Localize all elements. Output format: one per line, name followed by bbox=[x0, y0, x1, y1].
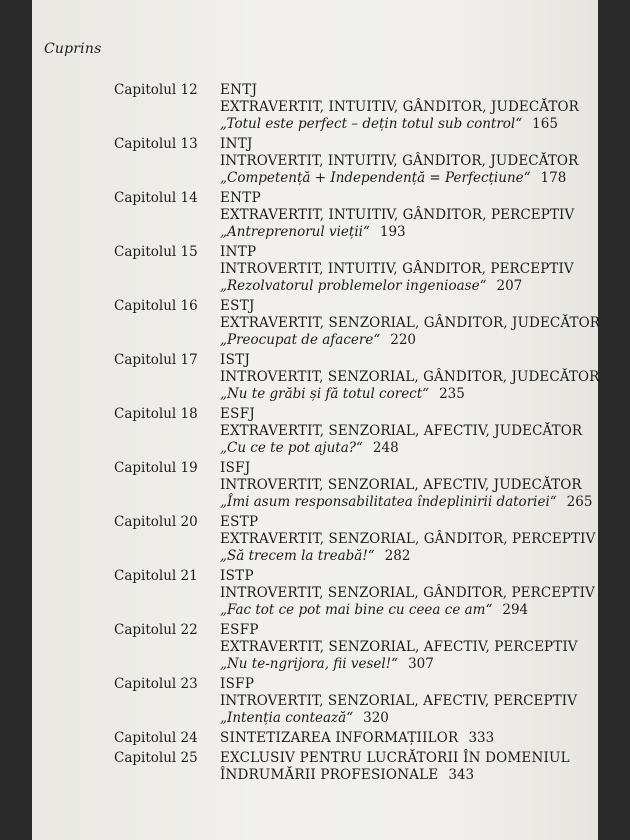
toc-entry-22 bbox=[114, 622, 584, 673]
type-code: ISTJ bbox=[220, 352, 251, 368]
type-traits: INTROVERTIT, SENZORIAL, GÂNDITOR, JUDECĂTOR bbox=[220, 369, 600, 385]
chapter-body bbox=[220, 244, 584, 295]
chapter-motto: „Preocupat de afacere“ bbox=[220, 332, 381, 348]
toc-entry-12 bbox=[114, 82, 584, 133]
chapter-title: SINTETIZAREA INFORMAȚIILOR bbox=[220, 730, 459, 746]
motto-line bbox=[220, 602, 595, 619]
chapter-body bbox=[220, 352, 599, 403]
page-number: 220 bbox=[390, 332, 417, 348]
chapter-label: Capitolul 24 bbox=[114, 730, 198, 746]
type-traits: EXTRAVERTIT, INTUITIV, GÂNDITOR, PERCEPTIV bbox=[220, 207, 575, 223]
toc-entry-15 bbox=[114, 244, 584, 295]
chapter-title-continued: ÎNDRUMĂRII PROFESIONALE bbox=[220, 767, 439, 783]
chapter-label: Capitolul 18 bbox=[114, 406, 198, 422]
type-code: ISFJ bbox=[220, 460, 251, 476]
page-number: 248 bbox=[372, 440, 399, 456]
chapter-motto: „Competență + Independență = Perfecțiune“ bbox=[220, 170, 531, 186]
page-number: 165 bbox=[532, 116, 558, 132]
chapter-body bbox=[220, 190, 584, 241]
type-code: ESFP bbox=[220, 622, 259, 638]
chapter-label: Capitolul 13 bbox=[114, 136, 198, 152]
motto-line bbox=[220, 278, 584, 295]
toc-entry-19 bbox=[114, 460, 593, 511]
book-page bbox=[32, 0, 601, 840]
chapter-label: Capitolul 23 bbox=[114, 676, 198, 692]
chapter-label: Capitolul 20 bbox=[114, 514, 198, 530]
motto-line bbox=[220, 710, 584, 727]
type-code: ISFP bbox=[220, 676, 255, 692]
page-number: 235 bbox=[439, 386, 465, 402]
type-code: INTJ bbox=[220, 136, 253, 152]
toc-entry-23 bbox=[114, 676, 584, 727]
chapter-label: Capitolul 22 bbox=[114, 622, 198, 638]
type-code: ESTJ bbox=[220, 298, 255, 314]
toc-entry-13 bbox=[114, 136, 584, 187]
motto-line bbox=[220, 494, 592, 511]
page-number: 307 bbox=[408, 656, 434, 672]
type-traits: EXTRAVERTIT, SENZORIAL, AFECTIV, PERCEPTIV bbox=[220, 639, 578, 655]
type-traits: EXTRAVERTIT, SENZORIAL, GÂNDITOR, PERCEPTIV bbox=[220, 531, 596, 547]
chapter-body bbox=[220, 82, 584, 133]
type-code: ENTP bbox=[220, 190, 261, 206]
running-title: Cuprins bbox=[44, 41, 102, 57]
title-line-2 bbox=[220, 767, 584, 784]
chapter-motto: „Cu ce te pot ajuta?“ bbox=[220, 440, 363, 456]
toc-entry-14 bbox=[114, 190, 584, 241]
chapter-body bbox=[220, 622, 584, 673]
chapter-label: Capitolul 17 bbox=[114, 352, 198, 368]
chapter-motto: „Să trecem la treabă!“ bbox=[220, 548, 375, 564]
chapter-label: Capitolul 25 bbox=[114, 750, 198, 766]
type-traits: EXTRAVERTIT, SENZORIAL, AFECTIV, JUDECĂTOR bbox=[220, 423, 583, 439]
chapter-label: Capitolul 15 bbox=[114, 244, 198, 260]
toc-entry-17 bbox=[114, 352, 600, 403]
toc-entry-24 bbox=[114, 730, 584, 747]
chapter-body bbox=[220, 750, 584, 784]
chapter-motto: „Intenția contează“ bbox=[220, 710, 354, 726]
chapter-label: Capitolul 14 bbox=[114, 190, 198, 206]
toc-entry-18 bbox=[114, 406, 584, 457]
motto-line bbox=[220, 332, 600, 349]
type-code: ESFJ bbox=[220, 406, 256, 422]
page-number: 207 bbox=[496, 278, 523, 294]
chapter-label: Capitolul 19 bbox=[114, 460, 198, 476]
chapter-body bbox=[220, 406, 584, 457]
type-traits: INTROVERTIT, SENZORIAL, GÂNDITOR, PERCEPTIV bbox=[220, 585, 595, 601]
chapter-body bbox=[220, 676, 584, 727]
chapter-body bbox=[220, 460, 592, 511]
chapter-body bbox=[220, 514, 595, 565]
motto-line bbox=[220, 656, 584, 673]
chapter-motto: „Nu te-ngrijora, fii vesel!“ bbox=[220, 656, 399, 672]
page-number: 282 bbox=[384, 548, 411, 564]
page-number: 178 bbox=[540, 170, 567, 186]
toc-entry-21 bbox=[114, 568, 595, 619]
type-code: ENTJ bbox=[220, 82, 258, 98]
chapter-body bbox=[220, 136, 584, 187]
toc-entry-25 bbox=[114, 750, 584, 784]
motto-line bbox=[220, 548, 595, 565]
motto-line bbox=[220, 224, 584, 241]
table-of-contents bbox=[114, 82, 601, 787]
chapter-label: Capitolul 12 bbox=[114, 82, 198, 98]
chapter-title: EXCLUSIV PENTRU LUCRĂTORII ÎN DOMENIUL bbox=[220, 750, 570, 766]
type-traits: INTROVERTIT, SENZORIAL, AFECTIV, JUDECĂTOR bbox=[220, 477, 582, 493]
page-number: 333 bbox=[468, 730, 495, 746]
motto-line bbox=[220, 440, 584, 457]
title-line bbox=[220, 730, 584, 747]
type-traits: INTROVERTIT, INTUITIV, GÂNDITOR, JUDECĂTOR bbox=[220, 153, 579, 169]
chapter-motto: „Nu te grăbi și fă totul corect“ bbox=[220, 386, 430, 402]
title-line bbox=[220, 750, 584, 767]
chapter-motto: „Îmi asum responsabilitatea îndeplinirii datoriei“ bbox=[220, 494, 557, 510]
chapter-motto: „Fac tot ce pot mai bine cu ceea ce am“ bbox=[220, 602, 493, 618]
page-number: 265 bbox=[566, 494, 593, 510]
motto-line bbox=[220, 386, 599, 403]
chapter-motto: „Rezolvatorul problemelor ingenioase“ bbox=[220, 278, 487, 294]
motto-line bbox=[220, 170, 584, 187]
page-number: 294 bbox=[502, 602, 529, 618]
type-traits: INTROVERTIT, INTUITIV, GÂNDITOR, PERCEPTIV bbox=[220, 261, 574, 277]
type-code: ESTP bbox=[220, 514, 259, 530]
chapter-motto: „Antreprenorul vieții“ bbox=[220, 224, 370, 240]
page-number: 193 bbox=[379, 224, 406, 240]
type-traits: EXTRAVERTIT, SENZORIAL, GÂNDITOR, JUDECĂTOR bbox=[220, 315, 601, 331]
chapter-body bbox=[220, 298, 600, 349]
chapter-body bbox=[220, 730, 584, 747]
page-number: 343 bbox=[448, 767, 475, 783]
type-traits: EXTRAVERTIT, INTUITIV, GÂNDITOR, JUDECĂTOR bbox=[220, 99, 579, 115]
toc-entry-16 bbox=[114, 298, 601, 349]
motto-line bbox=[220, 116, 584, 133]
chapter-label: Capitolul 16 bbox=[114, 298, 198, 314]
chapter-motto: „Totul este perfect – dețin totul sub control“ bbox=[220, 116, 523, 132]
type-code: ISTP bbox=[220, 568, 254, 584]
chapter-label: Capitolul 21 bbox=[114, 568, 198, 584]
type-traits: INTROVERTIT, SENZORIAL, AFECTIV, PERCEPTIV bbox=[220, 693, 578, 709]
page-number: 320 bbox=[363, 710, 389, 726]
type-code: INTP bbox=[220, 244, 257, 260]
toc-entry-20 bbox=[114, 514, 596, 565]
chapter-body bbox=[220, 568, 595, 619]
